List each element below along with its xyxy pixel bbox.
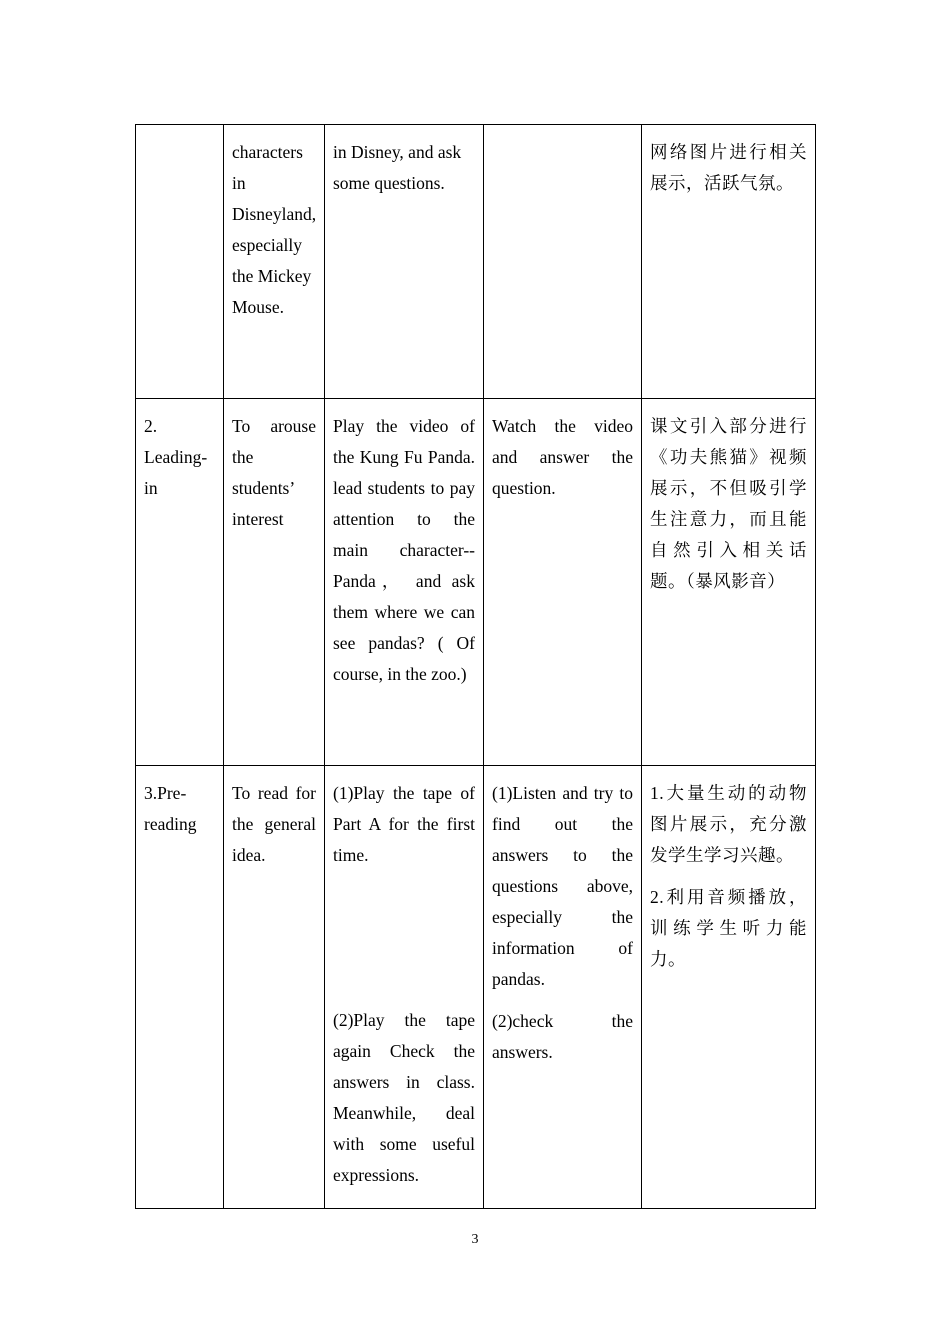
student-activity-cell	[484, 766, 642, 1209]
teacher-activity-text: (1)Play the tape of Part A for the first time.	[333, 783, 475, 865]
notes-cell	[642, 766, 816, 1209]
table-row	[136, 399, 816, 766]
notes-text: 2.利用音频播放，训练学生听力能力。	[650, 887, 807, 969]
aim-cell: To read for the general idea.	[224, 766, 325, 1209]
page-number: 3	[471, 1232, 479, 1247]
teacher-activity-text: in Disney, and ask some questions.	[333, 142, 462, 193]
teacher-activity-cell	[325, 766, 484, 1209]
teacher-activity-cell	[325, 399, 484, 766]
aim-cell: To arouse the students’ interest	[224, 399, 325, 766]
stage-cell: 3.Pre-reading	[136, 766, 224, 1209]
student-activity-text: Watch the video and answer the question.	[492, 416, 633, 498]
teacher-activity-text: (2)Play the tape again Check the answers in class. Meanwhile, deal with some useful expressions.	[333, 1010, 475, 1185]
aim-cell: characters in Disneyland, especially the Mickey Mouse.	[224, 125, 325, 399]
student-activity-text: (1)Listen and try to find out the answers to the questions above, especially the information of pandas.	[492, 783, 633, 989]
notes-text: 网络图片进行相关展示，活跃气氛。	[650, 142, 807, 193]
lesson-plan-table	[135, 124, 816, 1209]
table-row	[136, 125, 816, 399]
notes-cell	[642, 399, 816, 766]
stage-cell	[136, 125, 224, 399]
teacher-activity-text: Play the video of the Kung Fu Panda. lead students to pay attention to the main character--Panda， and ask them where we can see pandas? ( Of course, in the zoo.)	[333, 416, 475, 684]
teacher-activity-cell	[325, 125, 484, 399]
notes-cell	[642, 125, 816, 399]
student-activity-cell	[484, 125, 642, 399]
notes-text: 1.大量生动的动物图片展示，充分激发学生学习兴趣。	[650, 783, 807, 865]
student-activity-cell	[484, 399, 642, 766]
student-activity-text: (2)check the answers.	[492, 1011, 633, 1062]
table-row	[136, 766, 816, 1209]
notes-text: 课文引入部分进行《功夫熊猫》视频展示，不但吸引学生注意力，而且能自然引入相关话题。（暴风影音）	[650, 416, 807, 591]
stage-cell: 2. Leading-in	[136, 399, 224, 766]
